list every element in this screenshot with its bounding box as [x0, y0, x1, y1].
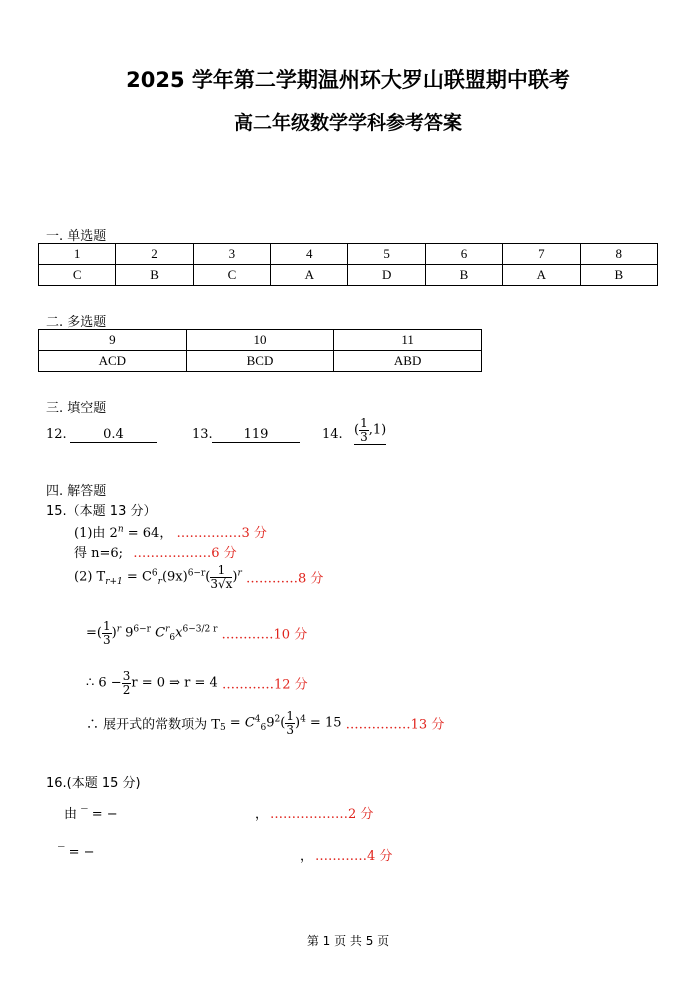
q16-step1-text: 由 ‾ = − — [64, 807, 118, 822]
answer-cell: B — [116, 265, 193, 286]
fraction-numerator: 1 — [102, 619, 111, 633]
multi-choice-answer-table — [38, 329, 482, 372]
q14-label: 14. — [322, 427, 343, 442]
section-heading-single-choice: 一. 单选题 — [46, 229, 107, 244]
q15-step5-rest: r = 0 ⇒ r = 4 — [131, 675, 218, 691]
subscript: r — [157, 577, 162, 588]
subscript: 6 — [260, 723, 267, 734]
table-row — [39, 351, 482, 372]
q16-step2-text: ‾ = − — [58, 845, 95, 860]
single-choice-answer-table — [38, 243, 658, 286]
q12-answer: 0.4 — [70, 427, 157, 443]
question-number: 5 — [348, 244, 425, 265]
q14-answer — [354, 417, 386, 445]
q16-step2-comma: ， — [300, 849, 314, 864]
superscript: 6−3/2 r — [182, 624, 218, 635]
fraction-numerator: 3 — [122, 669, 131, 683]
fraction-numerator: 1 — [286, 709, 294, 723]
subscript: 5 — [219, 723, 226, 734]
score-mark: ……………13 分 — [345, 717, 445, 733]
page-footer: 第 1 页 共 5 页 — [306, 934, 390, 948]
section-heading-multi-choice: 二. 多选题 — [46, 315, 107, 330]
question-number: 2 — [116, 244, 193, 265]
answer-cell: ABD — [334, 351, 482, 372]
q16-header: 16.(本题 15 分) — [46, 776, 141, 791]
q15-step6-end: = 15 — [305, 715, 342, 731]
subscript: 6 — [169, 633, 176, 644]
answer-cell: C — [39, 265, 116, 286]
fraction-numerator: 1 — [360, 416, 368, 430]
table-row — [39, 265, 658, 286]
answer-cell: D — [348, 265, 425, 286]
question-number: 11 — [334, 330, 482, 351]
q15-step5 — [86, 670, 308, 696]
score-mark: …………10 分 — [221, 627, 308, 643]
fraction — [122, 670, 132, 696]
q12-label: 12. — [46, 427, 67, 442]
question-number: 4 — [271, 244, 348, 265]
fraction-denominator: 2 — [122, 682, 131, 697]
q15-step1 — [74, 522, 267, 541]
score-mark: ………………2 分 — [270, 807, 374, 822]
subscript: r+1 — [105, 577, 123, 588]
answer-cell: BCD — [186, 351, 334, 372]
superscript: r — [165, 624, 170, 635]
q15-step2-text: 得 n=6; — [74, 546, 124, 561]
fraction — [285, 710, 295, 736]
q14-close: ,1) — [368, 422, 387, 438]
fraction-denominator: 3√x — [210, 576, 233, 591]
q15-step4-body: 9 — [121, 625, 134, 641]
question-number: 1 — [39, 244, 116, 265]
fraction-numerator: 1 — [210, 564, 232, 578]
paren-open: ( — [205, 569, 211, 585]
fraction-denominator: 3 — [102, 632, 111, 647]
binomial-c: = C — [225, 715, 255, 731]
fraction — [210, 564, 232, 590]
q15-step3-rest: (9x) — [161, 569, 188, 585]
q15-step1-rest: = 64， — [123, 526, 173, 541]
fraction-denominator: 3 — [286, 722, 294, 737]
table-row — [39, 330, 482, 351]
q15-step3 — [74, 564, 323, 590]
answer-cell: C — [193, 265, 270, 286]
score-mark: ……………3 分 — [176, 526, 267, 541]
score-mark: ………………6 分 — [133, 546, 237, 561]
superscript: r — [116, 624, 121, 635]
q15-step3-mid: = C — [122, 569, 152, 585]
answer-cell: B — [425, 265, 502, 286]
answer-cell: A — [271, 265, 348, 286]
q15-step2 — [74, 542, 237, 561]
q16-step1-comma: ， — [255, 807, 269, 822]
superscript: 4 — [254, 714, 261, 725]
q15-step4-prefix: =( — [86, 625, 102, 641]
superscript: 6−r — [133, 624, 151, 635]
answer-cell: A — [503, 265, 580, 286]
paren-close: ) — [111, 625, 117, 641]
paren-close: ) — [294, 715, 301, 731]
question-number: 3 — [193, 244, 270, 265]
q14-open-paren: ( — [354, 422, 360, 438]
superscript: 2 — [274, 714, 281, 725]
q15-header: 15.（本题 13 分） — [46, 504, 157, 519]
answer-cell: B — [580, 265, 657, 286]
score-mark: …………8 分 — [245, 571, 324, 587]
question-number: 6 — [425, 244, 502, 265]
q13-label: 13. — [192, 427, 213, 442]
section-heading-solutions: 四. 解答题 — [46, 484, 107, 499]
superscript: 6 — [151, 568, 158, 579]
score-mark: …………12 分 — [221, 677, 308, 693]
superscript: r — [237, 568, 242, 579]
q15-step6-prefix: ∴ 展开式的常数项为 T — [86, 717, 220, 733]
superscript: 6−r — [187, 568, 206, 579]
q15-step6 — [86, 710, 444, 736]
fraction-denominator: 3 — [360, 429, 368, 444]
q15-step3-prefix: (2) T — [74, 569, 106, 585]
answer-cell: ACD — [39, 351, 187, 372]
exponent: n — [117, 524, 124, 535]
question-number: 7 — [503, 244, 580, 265]
q15-step4 — [86, 620, 307, 646]
q13-answer: 119 — [212, 427, 300, 443]
paren-close: ) — [232, 569, 238, 585]
question-number: 9 — [39, 330, 187, 351]
question-number: 8 — [580, 244, 657, 265]
q15-step6-body: 9 — [266, 715, 275, 731]
superscript: 4 — [300, 714, 306, 725]
page-title: 2025 学年第二学期温州环大罗山联盟期中联考 — [126, 68, 570, 92]
section-heading-fill-blank: 三. 填空题 — [46, 401, 107, 416]
paren-open: ( — [280, 715, 286, 731]
score-mark: …………4 分 — [315, 849, 393, 864]
binomial-c: C — [150, 625, 166, 641]
page-subtitle: 高二年级数学学科参考答案 — [233, 112, 462, 134]
fraction — [102, 620, 112, 646]
q14-fraction — [359, 417, 369, 443]
variable-x: x — [175, 625, 183, 641]
q15-step1-text: (1)由 2 — [74, 526, 118, 541]
question-number: 10 — [186, 330, 334, 351]
q15-step5-prefix: ∴ 6 − — [86, 675, 122, 691]
table-row — [39, 244, 658, 265]
